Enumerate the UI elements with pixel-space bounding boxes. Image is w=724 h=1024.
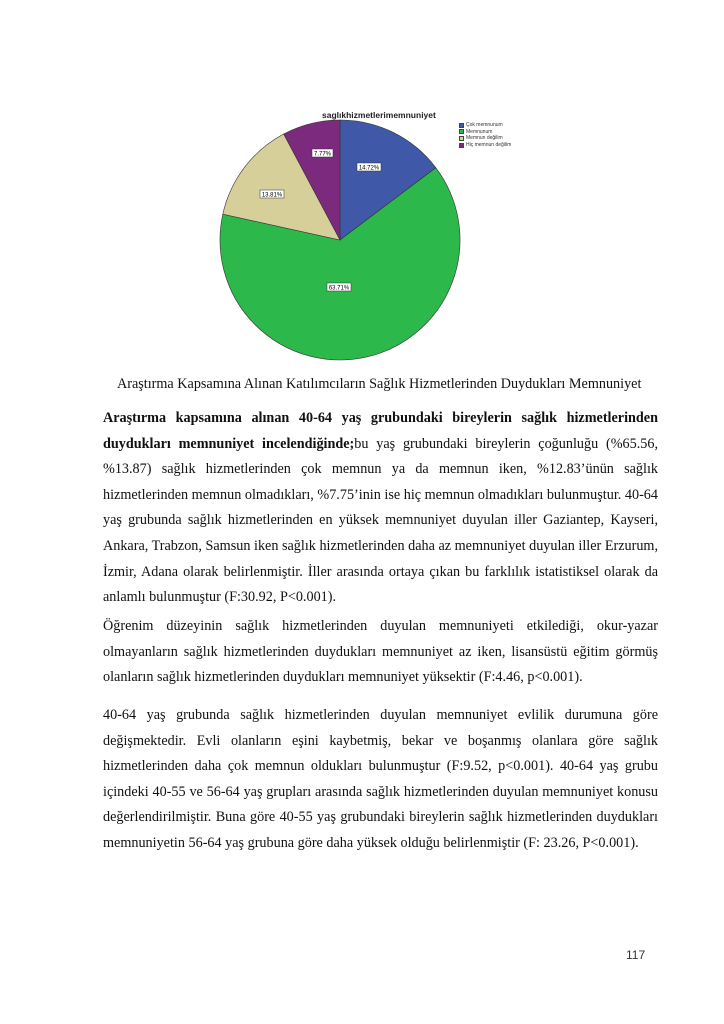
paragraph-2: Öğrenim düzeyinin sağlık hizmetlerinden duyulan memnuniyeti etkilediği, okur-yazar olmayanların sağlık hizmetlerinden duydukları memnuniyet az iken, lisansüstü eğitim görmüş olanların sağlık hizmetlerinden duydukları memnuniyet yüksektir (F:4.46, p<0.001).	[103, 618, 658, 686]
paragraph-1	[103, 406, 658, 611]
legend-label: Memnun değilim	[466, 135, 503, 142]
slice-label-3	[260, 190, 284, 198]
legend-swatch-icon	[459, 143, 464, 148]
chart-title: saglıkhizmetlerimemnuniyet	[322, 110, 436, 120]
slice-label-4	[312, 149, 333, 157]
slice-label-2	[327, 283, 351, 291]
legend-swatch-icon	[459, 123, 464, 128]
pie-chart	[200, 100, 540, 370]
svg-text:63.71%: 63.71%	[328, 285, 350, 292]
legend-swatch-icon	[459, 129, 464, 134]
paragraph-1-text: bu yaş grubundaki bireylerin çoğunluğu (%65.56, %13.87) sağlık hizmetlerinden çok memnun ya da memnun iken, %12.83’ünün sağlık hizmetlerinden memnun olmadıkları, %7.75’inin ise hiç memnun olmadıkları bulunmuştur. 40-64 yaş grubunda sağlık hizmetlerinden en yüksek memnuniyet duyulan iller Gaziantep, Kayseri, Ankara, Trabzon, Samsun iken sağlık hizmetlerinden daha az memnuniyet duyulan iller Erzurum, İzmir, Adana olarak belirlenmiştir. İller arasında ortaya çıkan bu farklılık istatistiksel olarak da anlamlı bulunmuştur (F:30.92, P<0.001).	[103, 435, 658, 606]
paragraph-3: 40-64 yaş grubunda sağlık hizmetlerinden duyulan memnuniyet evlilik durumuna göre değişmektedir. Evli olanların eşini kaybetmiş, bekar ve boşanmış olanlara göre sağlık hizmetlerinden daha çok memnun oldukları bulunmuştur (F:9.52, p<0.001). 40-64 yaş grubu içindeki 40-55 ve 56-64 yaş grupları arasında sağlık hizmetlerinden duyulan memnuniyet konusu değerlendirilmiştir. Buna göre 40-55 yaş grubundaki bireylerin sağlık hizmetlerinden duydukları memnuniyetin 56-64 yaş grubuna göre daha yüksek olduğu belirlenmiştir (F: 23.26, P<0.001).	[103, 707, 658, 851]
chart-legend	[459, 122, 511, 148]
legend-item	[459, 122, 511, 129]
legend-label: Memnunum	[466, 128, 493, 135]
figure-caption: Araştırma Kapsamına Alınan Katılımcıların Sağlık Hizmetlerinden Duydukları Memnuniyet	[117, 376, 642, 392]
legend-item	[459, 135, 511, 142]
legend-item	[459, 142, 511, 149]
page-number: 117	[626, 948, 646, 962]
legend-item	[459, 129, 511, 136]
legend-label: Çok memnunum	[466, 122, 503, 128]
paragraph-1-bold-lead: Araştırma kapsamına alınan 40-64 yaş grubundaki bireylerin sağlık hizmetlerinden duydukları memnuniyet incelendiğinde;	[103, 410, 658, 452]
slice-label-1	[357, 163, 381, 171]
legend-swatch-icon	[459, 136, 464, 141]
svg-text:14.72%: 14.72%	[358, 165, 380, 172]
legend-label: Hiç memnun değilim	[466, 141, 512, 148]
svg-text:13.81%: 13.81%	[261, 192, 283, 199]
svg-text:7.77%: 7.77%	[313, 151, 332, 158]
